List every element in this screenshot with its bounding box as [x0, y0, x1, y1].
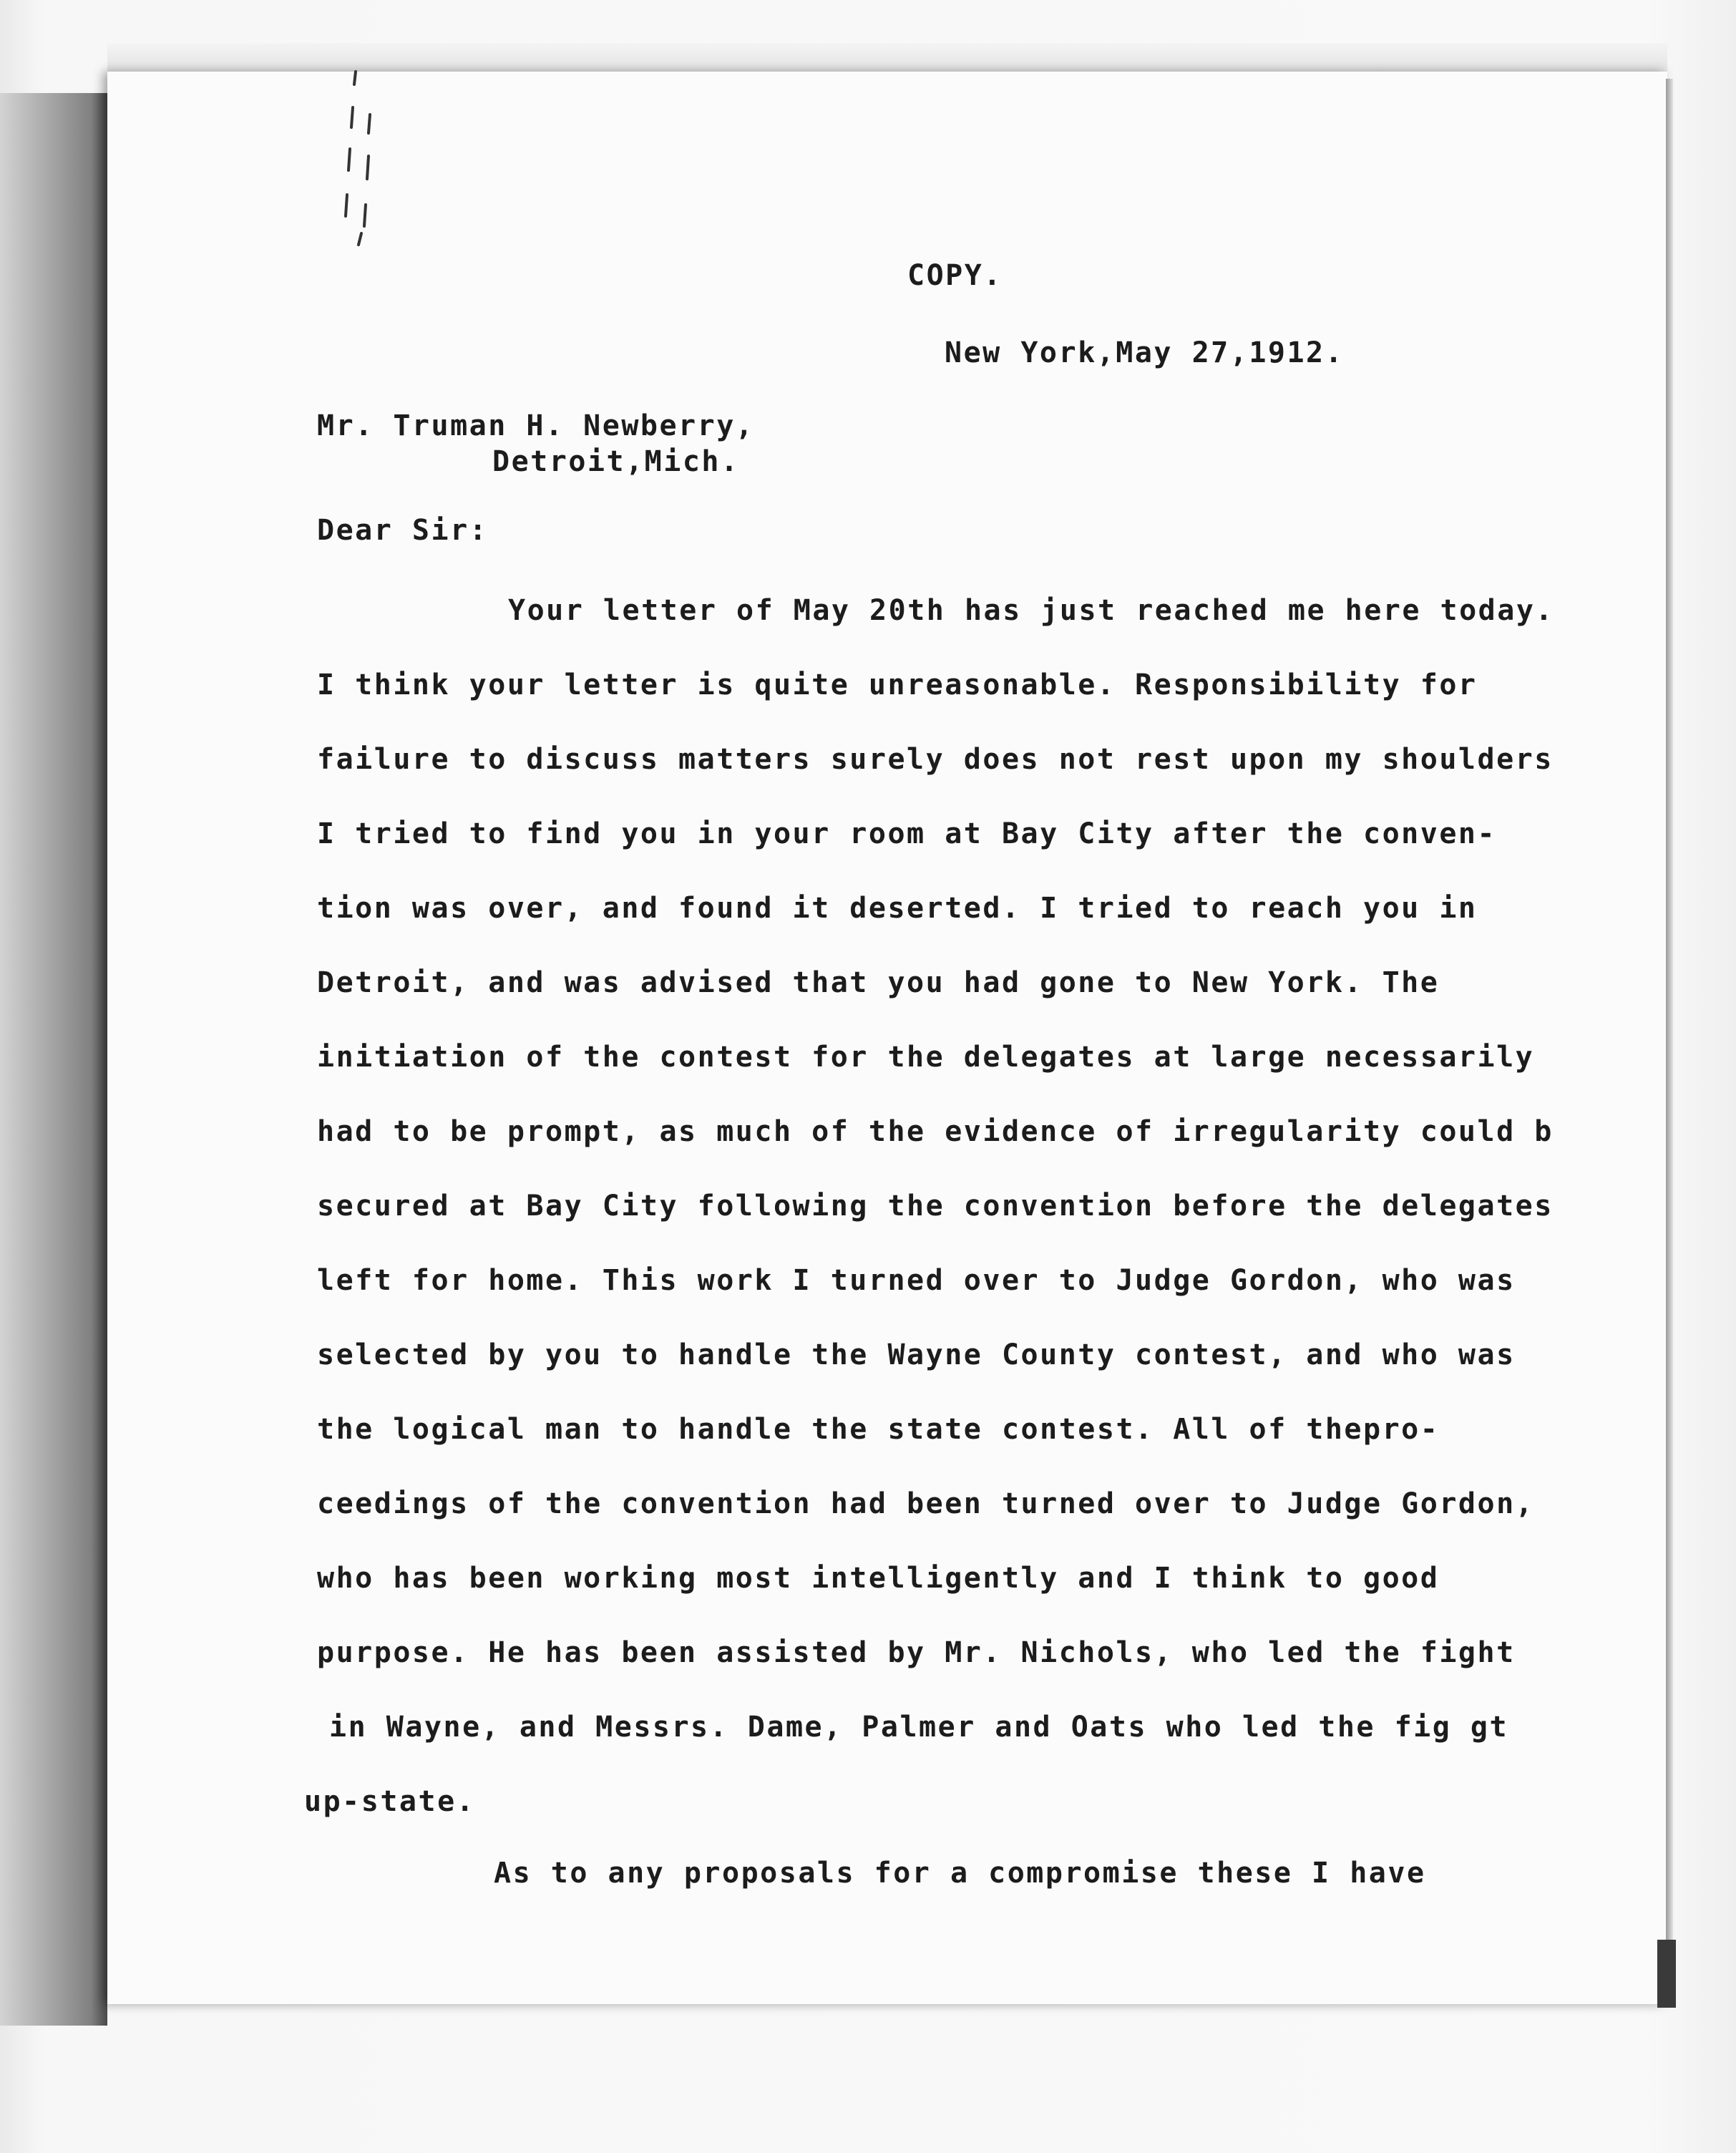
body-line: who has been working most intelligently and I think to good — [317, 1562, 1440, 1595]
body-line: up-state. — [304, 1785, 476, 1818]
body-line: had to be prompt, as much of the evidence of irregularity could b — [317, 1115, 1554, 1148]
recipient-address: Detroit,Mich. — [492, 445, 740, 478]
heading: COPY. — [907, 259, 1003, 292]
body-line: in Wayne, and Messrs. Dame, Palmer and Oats who led the fig gt — [329, 1711, 1509, 1744]
body-line: ceedings of the convention had been turned over to Judge Gordon, — [317, 1487, 1535, 1520]
salutation: Dear Sir: — [317, 514, 489, 547]
body-line: secured at Bay City following the convention before the delegates — [317, 1190, 1554, 1223]
recipient-name: Mr. Truman H. Newberry, — [317, 409, 755, 442]
body-line: tion was over, and found it deserted. I tried to reach you in — [317, 892, 1478, 925]
closing-line: As to any proposals for a compromise these I have — [494, 1857, 1426, 1890]
body-line: Your letter of May 20th has just reached me here today. — [508, 594, 1555, 627]
body-line: I think your letter is quite unreasonable. Responsibility for — [317, 669, 1478, 701]
body-line: selected by you to handle the Wayne County contest, and who was — [317, 1338, 1516, 1371]
body-line: purpose. He has been assisted by Mr. Nichols, who led the fight — [317, 1636, 1516, 1669]
body-line: failure to discuss matters surely does not rest upon my shoulders — [317, 743, 1554, 776]
body-line: left for home. This work I turned over to Judge Gordon, who was — [317, 1264, 1516, 1297]
body-line: initiation of the contest for the delegates at large necessarily — [317, 1041, 1535, 1074]
date-line: New York,May 27,1912. — [945, 336, 1345, 369]
body-line: the logical man to handle the state contest. All of thepro- — [317, 1413, 1440, 1446]
body-line: Detroit, and was advised that you had gone to New York. The — [317, 966, 1440, 999]
body-line: I tried to find you in your room at Bay City after the conven- — [317, 817, 1497, 850]
